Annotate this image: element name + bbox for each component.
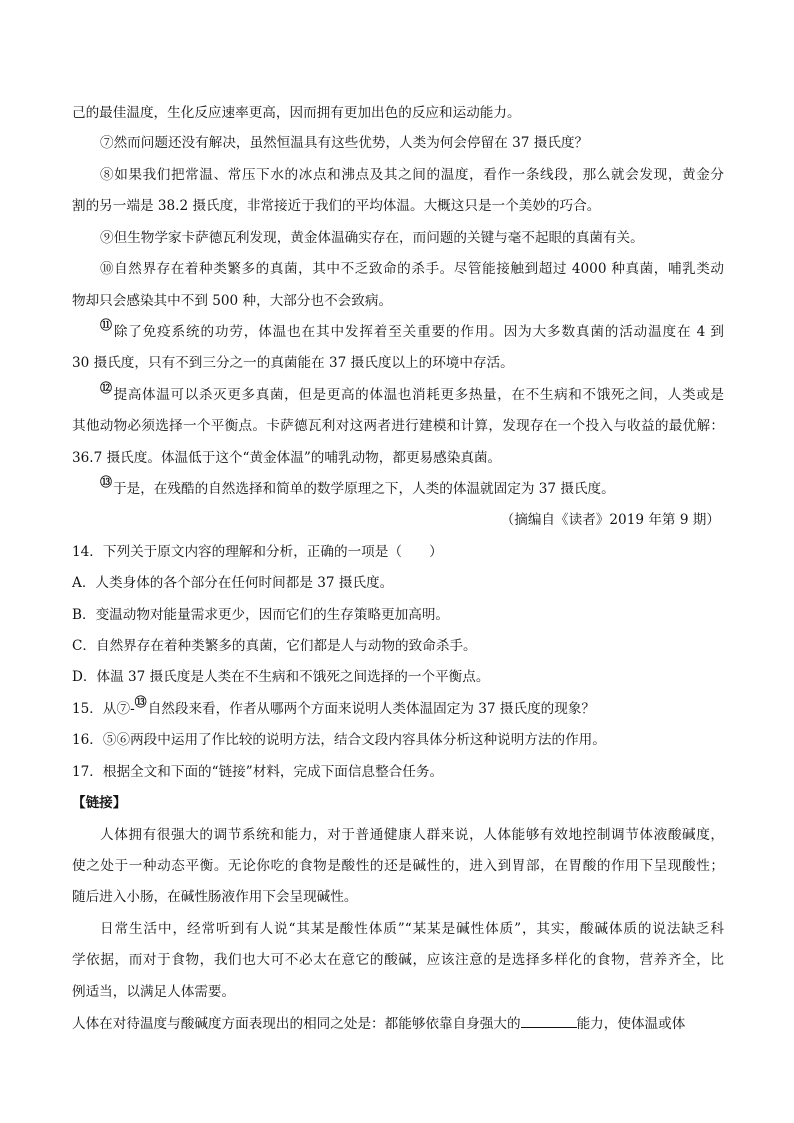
link-paragraph-1-line-1: 人体拥有很强大的调节系统和能力，对于普通健康人群来说，人体能够有效地控制调节体液酸碱度， (100, 827, 724, 843)
link-paragraph-1-line-2: 使之处于一种动态平衡。无论你吃的食物是酸性的还是碱性的，进入到胃部，在胃酸的作用下呈现酸性； (72, 858, 724, 874)
paragraph-12-line-1 (100, 381, 724, 405)
question-17: 17．根据全文和下面的“链接”材料，完成下面信息整合任务。 (72, 764, 444, 780)
question-14-option-c: C．自然界存在着种类繁多的真菌，它们都是人与动物的致命杀手。 (72, 638, 477, 654)
paragraph-13 (100, 475, 724, 499)
question-14-option-b: B．变温动物对能量需求更少，因而它们的生存策略更加高明。 (72, 607, 450, 623)
paragraph-12-text: 提高体温可以杀灭更多真菌，但是更高的体温也消耗更多热量，在不生病和不饿死之间，人类或是 (113, 387, 724, 403)
question-14-option-a: A．人类身体的各个部分在任何时间都是 37 摄氏度。 (72, 575, 394, 591)
paragraph-11-line-1 (100, 318, 724, 342)
question-15-paragraph-number: ⑬ (134, 695, 147, 709)
paragraph-number-11: ⑪ (100, 318, 113, 332)
question-16: 16．⑤⑥两段中运用了作比较的说明方法，结合文段内容具体分析这种说明方法的作用。 (72, 732, 606, 748)
paragraph-number-12: ⑫ (100, 381, 113, 395)
question-15-prefix: 15．从⑦- (72, 701, 135, 717)
question-15 (72, 695, 724, 719)
paragraph-10-line-2: 物却只会感染其中不到 500 种，大部分也不会致病。 (72, 293, 393, 309)
paragraph-10-line-1: ⑩自然界存在着种类繁多的真菌，其中不乏致命的杀手。尽管能接触到超过 4000 种真菌，哺乳类动 (100, 261, 724, 277)
task-line (72, 1013, 724, 1034)
paragraph-number-13: ⑬ (100, 475, 113, 489)
source-citation: （摘编自《读者》2019 年第 9 期） (500, 512, 720, 528)
paragraph-8-line-1: ⑧如果我们把常温、常压下水的冰点和沸点及其之间的温度，看作一条线段，那么就会发现，黄金分 (100, 167, 724, 183)
paragraph-12-line-2: 其他动物必须选择一个平衡点。卡萨德瓦利对这两者进行建模和计算，发现存在一个投入与收益的最优解： (72, 418, 724, 434)
task-text-after-blank: 能力，使体温或体 (576, 1016, 686, 1032)
link-paragraph-1-line-3: 随后进入小肠，在碱性肠液作用下会呈现碱性。 (72, 889, 358, 905)
paragraph-8-line-2: 割的另一端是 38.2 摄氏度，非常接近于我们的平均体温。大概这只是一个美妙的巧合。 (72, 198, 601, 214)
paragraph-12-line-3: 36.7 摄氏度。体温低于这个“黄金体温”的哺乳动物，都更易感染真菌。 (72, 450, 502, 466)
link-paragraph-2-line-1: 日常生活中，经常听到有人说“其某是酸性体质”“某某是碱性体质”，其实，酸碱体质的说法缺乏科 (100, 921, 724, 937)
link-paragraph-2-line-3: 例适当，以满足人体需要。 (72, 984, 236, 1000)
question-15-text: 自然段来看，作者从哪两个方面来说明人类体温固定为 37 摄氏度的现象？ (147, 701, 596, 717)
paragraph-9: ⑨但生物学家卡萨德瓦利发现，黄金体温确实存在，而问题的关键与毫不起眼的真菌有关。 (100, 230, 644, 246)
link-paragraph-2-line-2: 学依据，而对于食物，我们也大可不必太在意它的酸碱，应该注意的是选择多样化的食物，营养齐全，比 (72, 952, 724, 968)
paragraph-7: ⑦然而问题还没有解决，虽然恒温具有这些优势，人类为何会停留在 37 摄氏度？ (100, 135, 589, 151)
paragraph-11-line-2: 30 摄氏度，只有不到三分之一的真菌能在 37 摄氏度以上的环境中存活。 (72, 355, 514, 371)
link-heading: 【链接】 (72, 795, 127, 811)
paragraph-6-tail: 己的最佳温度，生化反应速率更高，因而拥有更加出色的反应和运动能力。 (72, 105, 521, 121)
task-text-before-blank: 人体在对待温度与酸碱度方面表现出的相同之处是：都能够依靠自身强大的 (72, 1016, 521, 1032)
question-14: 14．下列关于原文内容的理解和分析，正确的一项是（ ） (72, 544, 443, 560)
question-14-option-d: D．体温 37 摄氏度是人类在不生病和不饿死之间选择的一个平衡点。 (72, 669, 490, 685)
answer-blank[interactable] (521, 1013, 577, 1028)
paragraph-13-text: 于是，在残酷的自然选择和简单的数学原理之下，人类的体温就固定为 37 摄氏度。 (113, 481, 615, 497)
paragraph-11-text: 除了免疫系统的功劳，体温也在其中发挥着至关重要的作用。因为大多数真菌的活动温度在 4 到 (113, 324, 724, 340)
